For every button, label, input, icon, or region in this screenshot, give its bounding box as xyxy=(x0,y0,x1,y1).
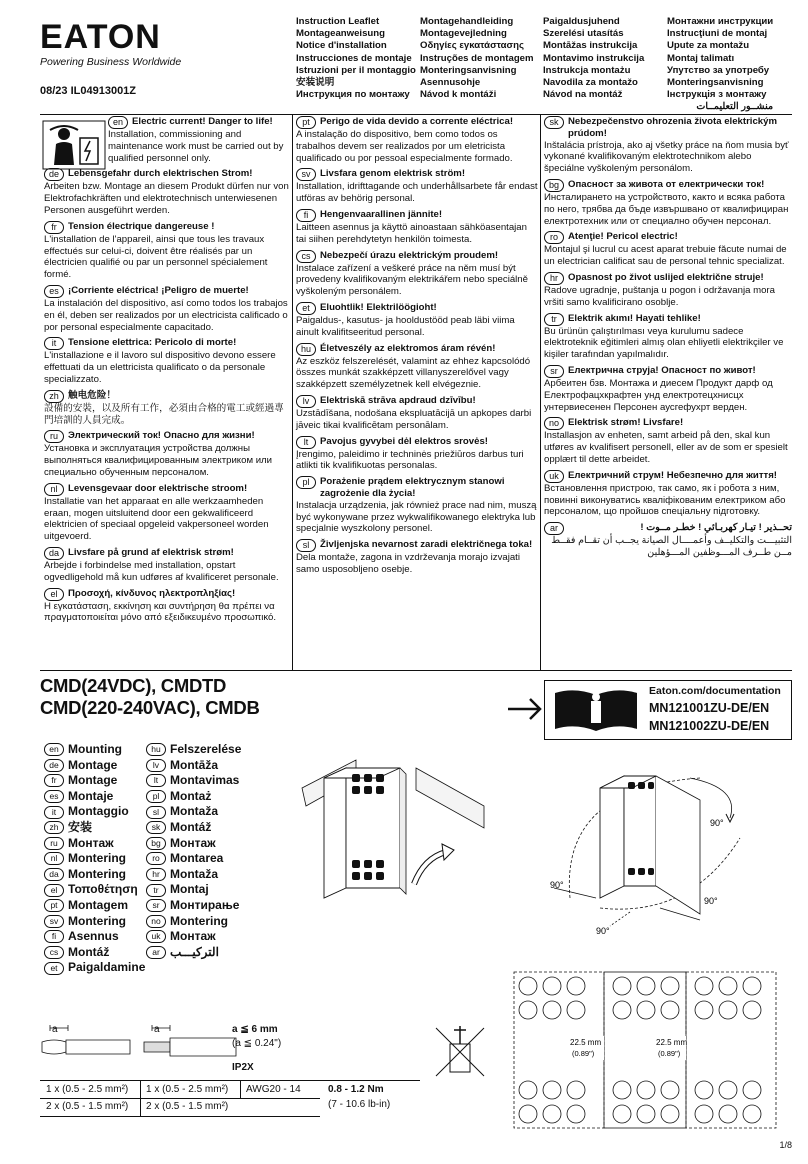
warning-title: Atenţie! Pericol electric! xyxy=(568,231,678,243)
language-code-badge: en xyxy=(44,743,64,756)
warning-title: Življenjska nevarnost zaradi električnega toka! xyxy=(320,539,533,551)
warning-block-no xyxy=(544,417,792,465)
conductor-solid-2: 2 x (0.5 - 1.5 mm²) xyxy=(46,1101,129,1112)
language-code-badge: sl xyxy=(296,539,316,552)
header-language-title: Инструкция по монтажу xyxy=(296,89,410,101)
warning-block-el xyxy=(44,588,290,625)
mounting-label: Montage xyxy=(68,773,118,788)
mounting-item-sr xyxy=(146,898,266,914)
mounting-label: التركيـــب xyxy=(170,944,219,959)
header-language-title: Montagehandleiding xyxy=(420,16,514,27)
logo-tagline: Powering Business Worldwide xyxy=(40,56,182,68)
warning-title: Προσοχή, κίνδυνος ηλεκτροπληξίας! xyxy=(68,587,236,599)
language-code-badge: es xyxy=(44,285,64,298)
warning-body: Az eszköz felszerelését, valamint az ehhez kapcsolódó összes munkát szakképzett villanyszerelővel vagy szakképzett személyzetnek kell elvégeznie. xyxy=(296,355,531,391)
mounting-item-ro xyxy=(146,851,266,867)
language-code-badge: ro xyxy=(544,231,564,244)
warning-block-et xyxy=(296,302,538,339)
product-title-line2: CMD(220-240VAC), CMDB xyxy=(40,697,260,718)
warning-title: Опасност за живота от електрически ток! xyxy=(568,178,765,190)
warning-body: Dela montaže, zagona in vzdrževanja morajo izvajati samo usposobljeno osebje. xyxy=(296,552,520,575)
warning-block-it xyxy=(44,337,290,385)
language-code-badge: no xyxy=(544,417,564,430)
warning-block-lv xyxy=(296,395,538,432)
header-language-title: Montaj talimatı xyxy=(667,52,735,64)
header-language-title: 安装说明 xyxy=(296,77,335,89)
header-language-title: Paigaldusjuhend xyxy=(543,16,620,27)
conductor-flex-2: 2 x (0.5 - 1.5 mm²) xyxy=(146,1101,229,1112)
header-language-title: Upute za montažu xyxy=(667,40,750,52)
warning-title: Perigo de vida devido a corrente eléctrica! xyxy=(320,116,514,127)
divider xyxy=(292,114,293,670)
warning-block-nl xyxy=(44,483,290,543)
warning-title: Elektrisk strøm! Livsfare! xyxy=(568,417,684,429)
warning-block-sv xyxy=(296,168,538,205)
mounting-item-tr xyxy=(146,882,266,898)
mounting-label: Монтирање xyxy=(170,897,240,912)
warning-body: Inštalácia prístroja, ako aj všetky práce na ňom musia byť vykonané kvalifikovaným elektrotechnikom alebo špeciálne vyškoleným personálom. xyxy=(544,139,789,175)
language-code-badge: el xyxy=(44,884,64,897)
warning-block-de xyxy=(44,168,290,216)
conductor-flex-1: 1 x (0.5 - 2.5 mm²) xyxy=(146,1084,229,1095)
warning-body: Instalace zařízení a veškeré práce na něm musí být provedeny kvalifikovaným elektrikářem nebo speciálně vyškoleným personálem. xyxy=(296,262,528,298)
header-language-title: منشــور التعليمــات xyxy=(696,101,774,113)
language-code-badge: pl xyxy=(296,476,316,489)
language-code-badge: sk xyxy=(544,116,564,129)
mounting-label: Montaggio xyxy=(68,804,129,819)
header-language-title: Monteringsanvisning xyxy=(667,77,764,89)
header-language-title: Упутство за употребу xyxy=(667,64,770,76)
warning-title: Tension électrique dangereuse ! xyxy=(68,220,215,232)
language-code-badge: it xyxy=(44,806,64,819)
language-code-badge: fi xyxy=(44,930,64,943)
header-language-title: Instrucciones de montaje xyxy=(296,52,412,64)
language-code-badge: sk xyxy=(146,821,166,834)
language-code-badge: hu xyxy=(146,743,166,756)
warning-body: Installation, commissioning and maintenance work must be carried out by qualified personnel only. xyxy=(108,129,284,164)
language-code-badge: nl xyxy=(44,483,64,496)
tightening-torque-imperial: (7 - 10.6 lb-in) xyxy=(328,1099,391,1110)
warning-body: Radove ugradnje, puštanja u pogon i održavanja mora vršiti samo kvalificirano osoblje. xyxy=(544,284,775,308)
mounting-label: Montāža xyxy=(170,757,218,772)
warning-body: Арбеитен бзв. Монтажа и диесем Продукт дарф од Електрофацхкрафтен унд електротецхнисцх унтервиесенен Персонен аусгефухрт верден. xyxy=(544,377,773,413)
warning-body: L'installazione e il lavoro sul dispositivo devono essere effettuati da un elettricista qualificato o da personale specializzato. xyxy=(44,350,276,385)
warning-title: Lebensgefahr durch elektrischen Strom! xyxy=(68,168,253,180)
strip-length: a ≦ 6 mm xyxy=(232,1024,278,1035)
warning-title: Електричний струм! Небезпечно для життя! xyxy=(568,469,778,481)
language-code-badge: fr xyxy=(44,774,64,787)
header-language-title: Instrukcja montażu xyxy=(543,64,631,76)
wire-strip-illustration xyxy=(40,1024,240,1064)
warning-block-ro xyxy=(544,231,792,268)
documentation-url[interactable]: Eaton.com/documentation xyxy=(649,685,781,697)
language-code-badge: ru xyxy=(44,430,64,443)
warning-body: Встановлення пристрою, так само, як і робота з ним, повинні виконуватись кваліфікованим електриком або персоналом, що пройшов спеціальну підготовку. xyxy=(544,482,786,518)
warning-block-sk xyxy=(544,116,792,175)
language-code-badge: hu xyxy=(296,343,316,356)
warning-title: Tensione elettrica: Pericolo di morte! xyxy=(68,337,237,349)
mounting-item-lt xyxy=(146,773,266,789)
warning-body: Инсталирането на устройството, както и всяка работа по него, трябва да бъде извършвано от квалифициран електротехник или от специално обучен персонал. xyxy=(544,191,789,227)
eaton-logo: EATON xyxy=(40,18,161,56)
language-code-badge: lt xyxy=(146,774,166,787)
warning-block-fr xyxy=(44,221,290,281)
strip-length-inch: (a ≦ 0.24") xyxy=(232,1038,282,1049)
mounting-label: Montage xyxy=(68,757,118,772)
mounting-item-sl xyxy=(146,804,266,820)
language-code-badge: tr xyxy=(146,884,166,897)
product-title-line1: CMD(24VDC), CMDTD xyxy=(40,675,227,696)
warning-body: La instalación del dispositivo, así como todos los trabajos en él, deben ser realizados por un electricista calificado o por personal especialmente capacitado. xyxy=(44,297,288,333)
strip-length-marker: a xyxy=(154,1024,160,1035)
language-code-badge: ro xyxy=(146,852,166,865)
mounting-item-ar xyxy=(146,945,266,961)
language-code-badge: tr xyxy=(544,313,564,326)
mounting-label: Montáž xyxy=(170,819,212,834)
mounting-label: Montering xyxy=(68,866,126,881)
language-code-badge: hr xyxy=(146,868,166,881)
header-language-title: Instrucţiuni de montaj xyxy=(667,28,768,40)
warning-block-pl xyxy=(296,476,538,535)
mounting-label: Asennus xyxy=(68,929,119,944)
language-code-badge: cs xyxy=(296,250,316,263)
warning-title: Opasnost po život uslijed električne struje! xyxy=(568,271,764,283)
warning-title: Livsfara genom elektrisk ström! xyxy=(320,168,466,180)
warning-title: Livsfare på grund af elektrisk strøm! xyxy=(68,546,234,558)
manual-reference-2: MN121002ZU-DE/EN xyxy=(649,719,770,733)
warning-body: Paigaldus-, kasutus- ja hooldustööd peab läbi viima ainult kvalifitseeritud personal. xyxy=(296,314,515,338)
mounting-label: Montaje xyxy=(68,788,114,803)
header-language-title: Návod na montáž xyxy=(543,89,623,101)
mounting-label: Paigaldamine xyxy=(68,960,146,975)
manual-reference-1: MN121001ZU-DE/EN xyxy=(649,701,770,715)
language-code-badge: sr xyxy=(544,365,564,378)
warning-title: Elektriskā strāva apdraud dzīvību! xyxy=(320,394,476,406)
mounting-label: Montering xyxy=(68,913,126,928)
language-code-badge: no xyxy=(146,915,166,928)
language-code-badge: et xyxy=(44,962,64,975)
warning-body: Instalacja urządzenia, jak również prace nad nim, muszą być wykonywane przez wykwalifikowanego elektryka lub specjalnie wyszkolony personel. xyxy=(296,499,537,535)
header-languages-col4 xyxy=(667,16,773,114)
warning-block-tr xyxy=(544,313,792,361)
language-code-badge: sv xyxy=(296,168,316,181)
mounting-label: Τοποθέτηση xyxy=(68,882,138,897)
din-rail-mounting-illustration xyxy=(296,748,486,908)
warning-body: Installation, idrifttagande och underhållsarbete får endast utföras av behörig personal. xyxy=(296,181,538,205)
header-language-title: Instruções de montagem xyxy=(420,52,534,64)
mounting-item-pl xyxy=(146,789,266,805)
warning-block-ar xyxy=(544,522,792,559)
warning-title: Nebezpečí úrazu elektrickým proudem! xyxy=(320,249,499,261)
divider xyxy=(540,114,541,670)
warnings-col1 xyxy=(44,116,290,628)
mounting-item-lv xyxy=(146,758,266,774)
angle-label: 90° xyxy=(550,880,564,890)
mounting-item-no xyxy=(146,914,266,930)
angle-label: 90° xyxy=(710,818,724,828)
warning-body: Arbeiten bzw. Montage an diesem Produkt dürfen nur von Elektrofachkräften und elektrotechnisch unterwiesenen Personen ausgeführt werden. xyxy=(44,181,289,216)
warning-block-ru xyxy=(44,430,290,478)
language-code-badge: ar xyxy=(544,522,564,535)
warning-body: التثبيـــت والتكليــف وأعمــــال الصيانة يجــب أن تقــام فقــط مــن طــرف المـــوظفين المـــؤهلين xyxy=(551,535,792,558)
warning-block-sl xyxy=(296,539,538,576)
mounting-label: Montaż xyxy=(170,788,212,803)
language-code-badge: da xyxy=(44,547,64,560)
warning-block-lt xyxy=(296,436,538,473)
language-code-badge: de xyxy=(44,759,64,772)
mounting-label: Montavimas xyxy=(170,773,240,788)
header-languages-col3 xyxy=(543,16,644,101)
language-code-badge: en xyxy=(108,116,128,129)
header-language-title: Návod k montáži xyxy=(420,89,497,101)
warning-block-da xyxy=(44,547,290,584)
warning-block-en xyxy=(44,116,290,164)
spacing-width-label: 22.5 mm xyxy=(570,1038,602,1047)
warning-title: ¡Corriente eléctrica! ¡Peligro de muerte! xyxy=(68,284,249,296)
page-number: 1/8 xyxy=(779,1140,792,1150)
warning-block-fi xyxy=(296,209,538,246)
warning-body: Installatie van het apparaat en alle werkzaamheden eraan, mogen uitsluitend door een gekwalificeerd elektricien of speciaal opgeleid vakpersoneel worden uitgevoerd. xyxy=(44,495,269,543)
mounting-list-col2 xyxy=(146,742,266,960)
strip-length-marker: a xyxy=(52,1024,58,1035)
divider xyxy=(40,1080,420,1081)
warning-body: Įrengimo, paleidimo ir techninės priežiūros darbus turi atlikti tik kvalifikuotas personalas. xyxy=(296,448,524,472)
language-code-badge: hr xyxy=(544,272,564,285)
warning-block-pt xyxy=(296,116,538,164)
warning-block-sr xyxy=(544,365,792,413)
header-language-title: Montagevejledning xyxy=(420,28,507,40)
language-code-badge: es xyxy=(44,790,64,803)
header-language-title: Asennusohje xyxy=(420,77,481,89)
warning-block-bg xyxy=(544,179,792,227)
warning-title: 触电危险！ xyxy=(68,389,116,401)
header-language-title: Szerelési utasítás xyxy=(543,28,624,40)
language-code-badge: uk xyxy=(544,470,564,483)
language-code-badge: ru xyxy=(44,837,64,850)
spacing-width-label: 22.5 mm xyxy=(656,1038,688,1047)
mounting-label: Монтаж xyxy=(170,929,216,944)
warning-block-zh xyxy=(44,390,290,427)
language-code-badge: ar xyxy=(146,946,166,959)
language-code-badge: et xyxy=(296,302,316,315)
warning-title: Elektrik akımı! Hayati tehlike! xyxy=(568,312,701,324)
mounting-item-et xyxy=(44,960,164,976)
language-code-badge: sv xyxy=(44,915,64,928)
document-number: 08/23 IL04913001Z xyxy=(40,85,137,97)
header-languages-col2 xyxy=(420,16,534,101)
ip-rating: IP2X xyxy=(232,1062,254,1073)
warning-body: Montajul şi lucrul cu acest aparat trebuie făcute numai de un electrician calificat sau de personal tehnic specializat. xyxy=(544,244,787,268)
angle-label: 90° xyxy=(596,926,610,936)
warning-body: L'installation de l'appareil, ainsi que tous les travaux effectués sur celui-ci, doivent être réalisés par un électricien qualifié ou par un personnel spécialement formé. xyxy=(44,233,268,281)
warnings-col3 xyxy=(544,116,792,563)
warning-body: Laitteen asennus ja käyttö ainoastaan sähköasentajan tai siihen perehdytetyn henkilön toimesta. xyxy=(296,221,527,245)
header-language-title: Монтажни инструкции xyxy=(667,16,774,27)
language-code-badge: bg xyxy=(544,179,564,192)
language-code-badge: sl xyxy=(146,806,166,819)
warning-body: Bu ürünün çalıştırılması veya kurulumu sadece elektroteknik eğitimleri almış olan ehliyetli elektrikçiler ve kişiler tarafından yapılmalıdır. xyxy=(544,325,784,361)
warning-title: Electric current! Danger to life! xyxy=(132,116,273,127)
header-language-title: Montageanweisung xyxy=(296,28,386,40)
warning-body: Uzstādīšana, nodošana ekspluatācijā un apkopes darbi jāveic tikai kvalificētam personālam. xyxy=(296,407,532,431)
mounting-label: Montaža xyxy=(170,866,218,881)
divider xyxy=(140,1080,141,1116)
conductor-awg: AWG20 - 14 xyxy=(246,1084,301,1095)
warning-title: Porażenie prądem elektrycznym stanowi zagrożenie dla życia! xyxy=(320,476,505,499)
header-language-title: Monteringsanvisning xyxy=(420,64,517,76)
documentation-box xyxy=(544,680,792,740)
divider xyxy=(40,1116,320,1117)
warning-body: Η εγκατάσταση, εκκίνηση και συντήρηση θα πρέπει να πραγματοποιείται μόνο από εξειδικευμένο προσωπικό. xyxy=(44,600,277,624)
warning-body: 設備的安裝，以及所有工作，必須由合格的電工或經過專門培訓的人員完成。 xyxy=(44,402,284,426)
manual-info-icon xyxy=(551,687,641,733)
warning-title: Hengenvaarallinen jännite! xyxy=(320,208,443,220)
warning-block-hr xyxy=(544,272,792,309)
warning-body: Установка и эксплуатация устройства должны выполняться квалифицированным электриком или специально обученным персоналом. xyxy=(44,443,273,478)
language-code-badge: zh xyxy=(44,390,64,403)
warning-title: Levensgevaar door elektrische stroom! xyxy=(68,482,248,494)
mounting-label: Монтаж xyxy=(170,835,216,850)
language-code-badge: lt xyxy=(296,436,316,449)
warning-title: تحــذير ! تيـار كهربـائي ! خطـر مــوت ! xyxy=(640,522,792,534)
header-language-title: Montavimo instrukcija xyxy=(543,52,645,64)
mounting-label: 安装 xyxy=(68,819,93,834)
language-code-badge: uk xyxy=(146,930,166,943)
header-language-title: Montāžas instrukcija xyxy=(543,40,638,52)
warning-block-hu xyxy=(296,343,538,391)
mounting-label: Montarea xyxy=(170,851,224,866)
mounting-item-bg xyxy=(146,836,266,852)
conductor-solid-1: 1 x (0.5 - 2.5 mm²) xyxy=(46,1084,129,1095)
mounting-orientation-illustration xyxy=(540,748,792,938)
warning-body: Installasjon av enheten, samt arbeid på den, skal kun utføres av kvalifisert personell, eller av de som er spesielt opplært til dette arbeidet. xyxy=(544,430,788,465)
mounting-label: Montaža xyxy=(170,804,218,819)
warning-body: Arbejde i forbindelse med installation, opstart ogvedligehold må kun udføres af kvalificeret personale. xyxy=(44,559,279,583)
divider xyxy=(40,114,792,115)
mounting-label: Mounting xyxy=(68,742,122,756)
mounting-label: Montáž xyxy=(68,944,110,959)
device-spacing-illustration xyxy=(512,970,778,1130)
language-code-badge: sr xyxy=(146,899,166,912)
language-code-badge: pl xyxy=(146,790,166,803)
mounting-item-sk xyxy=(146,820,266,836)
language-code-badge: bg xyxy=(146,837,166,850)
warning-title: Nebezpečenstvo ohrozenia života elektrickým prúdom! xyxy=(568,116,778,139)
angle-label: 90° xyxy=(704,896,718,906)
mounting-label: Montaj xyxy=(170,882,209,897)
spacing-width-inch-label: (0.89") xyxy=(658,1049,681,1058)
language-code-badge: pt xyxy=(296,116,316,129)
header-language-title: Navodila za montažo xyxy=(543,77,638,89)
mounting-item-hr xyxy=(146,867,266,883)
mounting-item-hu xyxy=(146,742,266,758)
language-code-badge: lv xyxy=(146,759,166,772)
spacing-width-inch-label: (0.89") xyxy=(572,1049,595,1058)
mounting-label: Монтаж xyxy=(68,835,114,850)
header-language-title: Οδηγίες εγκατάστασης xyxy=(420,40,524,52)
arrow-right-icon xyxy=(506,696,544,722)
warning-title: Eluohtlik! Elektrilöögioht! xyxy=(320,301,437,313)
header-language-title: Istruzioni per il montaggio xyxy=(296,64,416,76)
warning-title: Pavojus gyvybei dėl elektros srovės! xyxy=(320,435,488,447)
warning-block-cs xyxy=(296,250,538,298)
warnings-col2 xyxy=(296,116,538,580)
header-language-title: Notice d'installation xyxy=(296,40,387,52)
language-code-badge: pt xyxy=(44,899,64,912)
warning-title: Электрический ток! Опасно для жизни! xyxy=(68,430,255,442)
divider xyxy=(40,1098,320,1099)
header-language-title: Instruction Leaflet xyxy=(296,16,380,27)
divider xyxy=(40,670,792,671)
language-code-badge: zh xyxy=(44,821,64,834)
mounting-label: Montagem xyxy=(68,897,128,912)
language-code-badge: lv xyxy=(296,395,316,408)
header-languages-col1 xyxy=(296,16,416,101)
language-code-badge: cs xyxy=(44,946,64,959)
divider xyxy=(240,1080,241,1098)
warning-block-es xyxy=(44,285,290,333)
warning-title: Електрична струја! Опасност по живот! xyxy=(568,364,756,376)
language-code-badge: nl xyxy=(44,852,64,865)
header-language-title: Інструкція з монтажу xyxy=(667,89,767,101)
language-code-badge: fi xyxy=(296,209,316,222)
mounting-label: Montering xyxy=(68,851,126,866)
language-code-badge: da xyxy=(44,868,64,881)
mounting-label: Montering xyxy=(170,913,228,928)
language-code-badge: el xyxy=(44,588,64,601)
mounting-label: Felszerelése xyxy=(170,742,242,756)
mounting-item-uk xyxy=(146,929,266,945)
no-screwdriver-icon xyxy=(432,1024,488,1080)
tightening-torque: 0.8 - 1.2 Nm xyxy=(328,1084,384,1095)
language-code-badge: fr xyxy=(44,221,64,234)
language-code-badge: it xyxy=(44,337,64,350)
language-code-badge: de xyxy=(44,168,64,181)
warning-title: Életveszély az elektromos áram révén! xyxy=(320,342,496,354)
warning-body: A instalação do dispositivo, bem como todos os trabalhos devem ser realizados por um eletricista qualificado ou por pessoal especialmente formado. xyxy=(296,129,513,164)
warning-block-uk xyxy=(544,470,792,518)
